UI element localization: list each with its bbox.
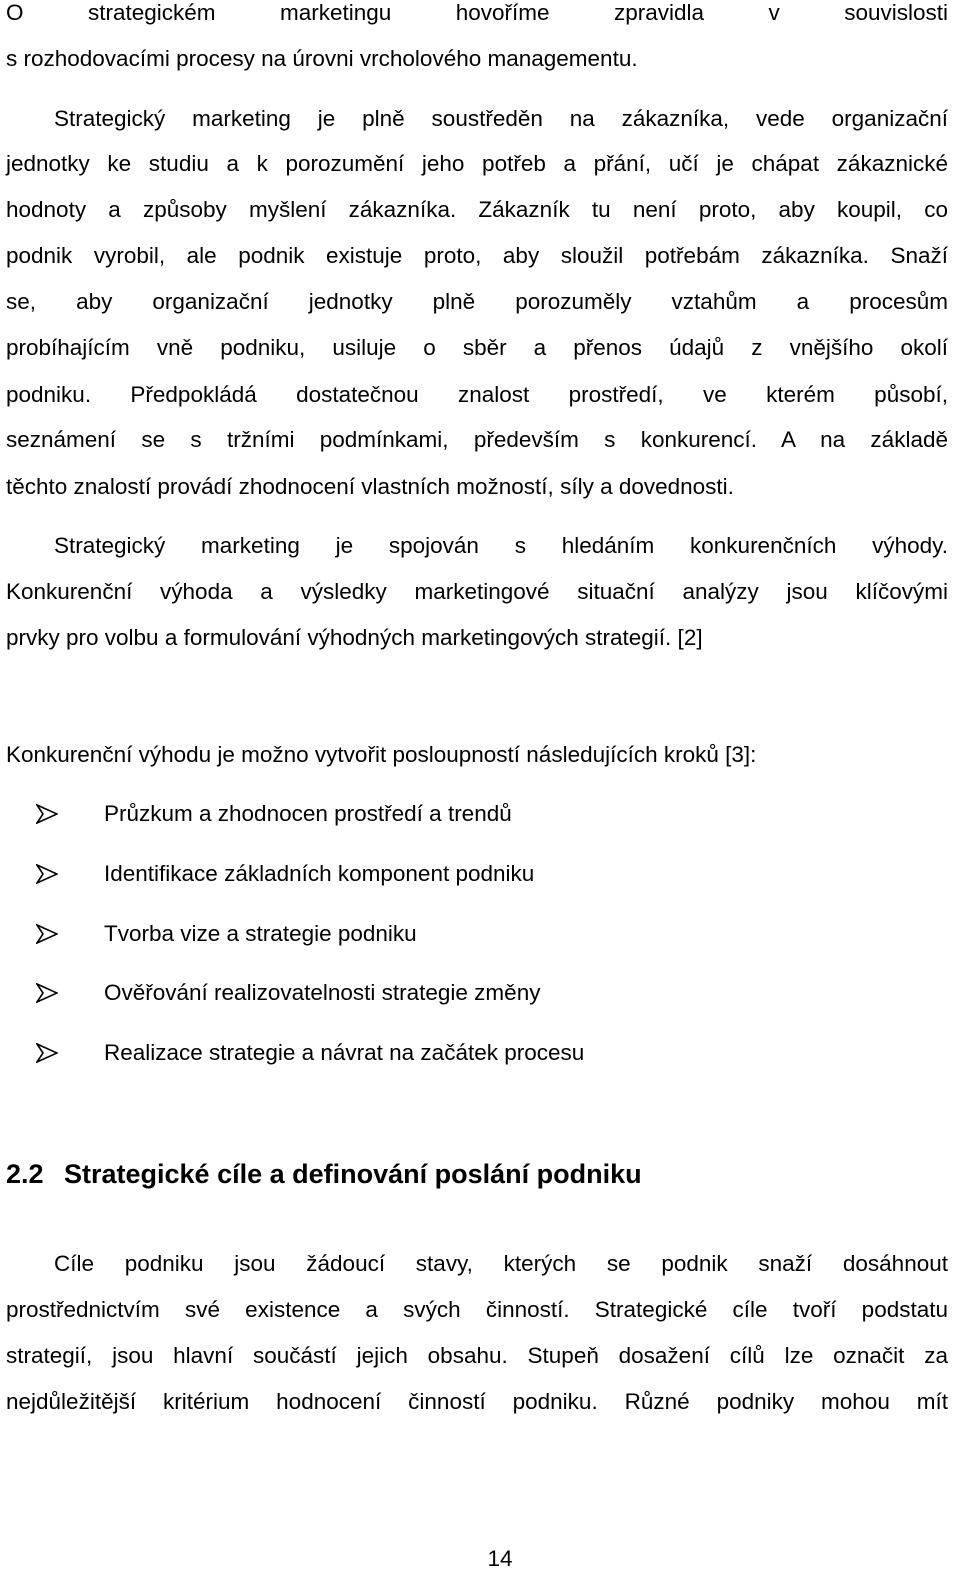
section-heading [6, 1156, 642, 1192]
paragraph-2-line-6: probíhajícím vně podniku, usiluje o sběr a přenos údajů z vnějšího okolí [6, 335, 948, 360]
paragraph-2-line-3: hodnoty a způsoby myšlení zákazníka. Zákazník tu není proto, aby koupil, co [6, 197, 948, 222]
list-item [36, 798, 936, 830]
paragraph-1-line-2: s rozhodovacími procesy na úrovni vrcholového managementu. [6, 46, 638, 71]
paragraph-2-line-7: podniku. Předpokládá dostatečnou znalost prostředí, ve kterém působí, [6, 382, 948, 407]
page-number: 14 [487, 1546, 513, 1571]
paragraph-2-line-5: se, aby organizační jednotky plně porozuměly vztahům a procesům [6, 289, 948, 314]
step-text: Realizace strategie a návrat na začátek procesu [104, 1040, 585, 1065]
paragraph-1-line-1: O strategickém marketingu hovoříme zpravidla v souvislosti [6, 0, 948, 25]
step-text: Identifikace základních komponent podniku [104, 861, 535, 886]
paragraph-2-line-9: těchto znalostí provádí zhodnocení vlastních možností, síly a dovednosti. [6, 474, 734, 499]
paragraph-5-line-1: Cíle podniku jsou žádoucí stavy, kterých se podnik snaží dosáhnout [54, 1251, 948, 1276]
arrowhead-bullet-icon [36, 804, 58, 824]
paragraph-2-line-8: seznámení se s tržními podmínkami, především s konkurencí. A na základě [6, 427, 948, 452]
list-item [36, 977, 936, 1009]
arrowhead-bullet-icon [36, 983, 58, 1003]
arrowhead-bullet-icon [36, 924, 58, 944]
paragraph-5-line-3: strategií, jsou hlavní součástí jejich obsahu. Stupeň dosažení cílů lze označit za [6, 1343, 948, 1368]
paragraph-4-line-1: Konkurenční výhodu je možno vytvořit posloupností následujících kroků [3]: [6, 742, 757, 767]
paragraph-5-line-4: nejdůležitější kritérium hodnocení činností podniku. Různé podniky mohou mít [6, 1389, 948, 1414]
arrowhead-bullet-icon [36, 864, 58, 884]
arrowhead-bullet-icon [36, 1043, 58, 1063]
list-item [36, 1037, 936, 1069]
step-text: Tvorba vize a strategie podniku [104, 921, 417, 946]
paragraph-2-line-4: podnik vyrobil, ale podnik existuje proto, aby sloužil potřebám zákazníka. Snaží [6, 243, 948, 268]
list-item [36, 858, 936, 890]
paragraph-3-line-1: Strategický marketing je spojován s hledáním konkurenčních výhody. [54, 533, 948, 558]
section-number: 2.2 [6, 1159, 44, 1189]
paragraph-5-line-2: prostřednictvím své existence a svých činností. Strategické cíle tvoří podstatu [6, 1297, 948, 1322]
step-text: Průzkum a zhodnocen prostředí a trendů [104, 801, 512, 826]
paragraph-3-line-3: prvky pro volbu a formulování výhodných marketingových strategií. [2] [6, 625, 703, 650]
step-text: Ověřování realizovatelnosti strategie změny [104, 980, 541, 1005]
paragraph-3-line-2: Konkurenční výhoda a výsledky marketingové situační analýzy jsou klíčovými [6, 579, 948, 604]
paragraph-2-line-2: jednotky ke studiu a k porozumění jeho potřeb a přání, učí je chápat zákaznické [6, 151, 948, 176]
section-title: Strategické cíle a definování poslání podniku [64, 1159, 642, 1189]
list-item [36, 918, 936, 950]
paragraph-2-line-1: Strategický marketing je plně soustředěn na zákazníka, vede organizační [54, 106, 948, 131]
